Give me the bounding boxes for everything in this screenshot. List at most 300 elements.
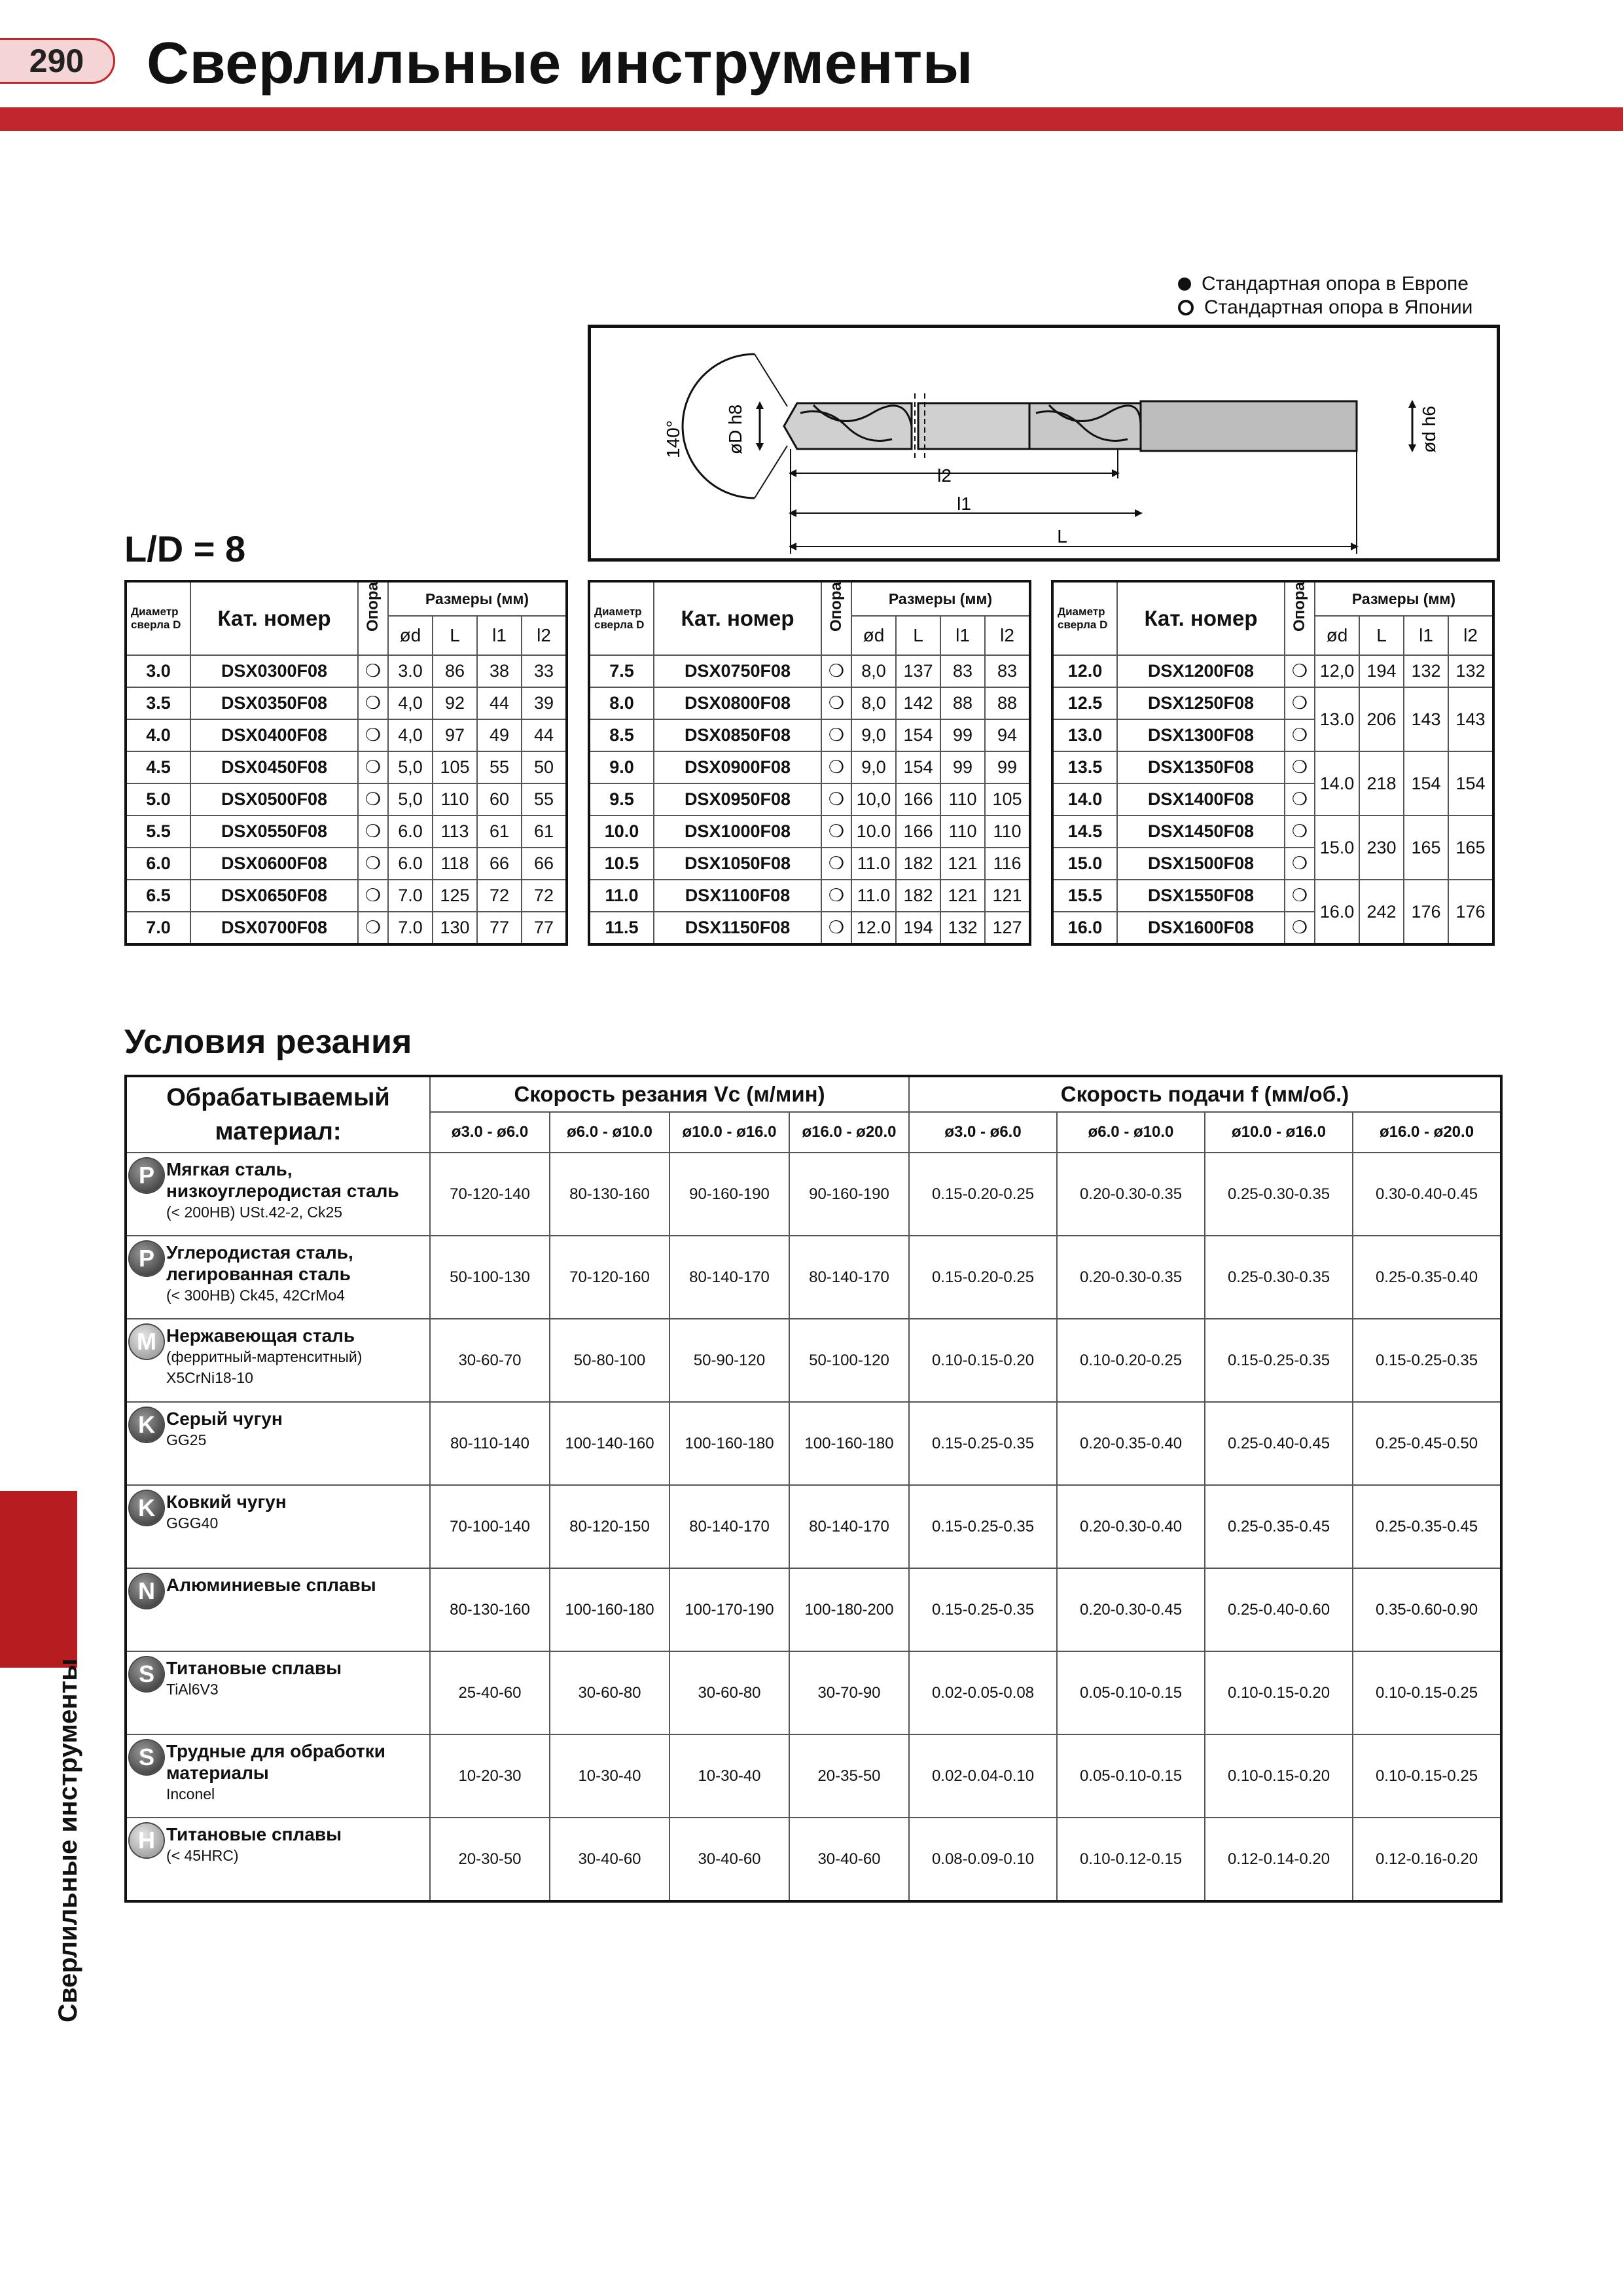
cutting-value: 10-30-40 — [669, 1734, 789, 1818]
cutting-value: 100-180-200 — [789, 1568, 909, 1651]
material-group-icon: K — [130, 1491, 164, 1525]
cutting-value: 80-110-140 — [430, 1402, 550, 1485]
material-spec: (ферритный-мартенситный) X5CrNi18-10 — [166, 1348, 363, 1386]
table-row — [126, 1734, 1501, 1818]
cutting-value: 20-35-50 — [789, 1734, 909, 1818]
cutting-value: 30-60-80 — [669, 1651, 789, 1734]
table-row — [126, 1402, 1501, 1485]
table-row — [126, 816, 567, 848]
table-row — [1052, 751, 1493, 783]
size-L: 86 — [433, 655, 477, 687]
size-d: 9,0 — [851, 719, 896, 751]
diameter-range: ø6.0 - ø10.0 — [550, 1112, 669, 1153]
cutting-value: 100-160-180 — [789, 1402, 909, 1485]
catalog-number: DSX1000F08 — [654, 816, 821, 848]
diameter: 11.5 — [589, 912, 654, 944]
size-l2: 116 — [985, 848, 1030, 880]
l2-header: l2 — [1448, 616, 1493, 655]
japan-support-icon: ❍ — [1285, 751, 1315, 783]
cutting-value: 0.20-0.30-0.35 — [1057, 1236, 1205, 1319]
material-cell — [126, 1319, 430, 1402]
size-d: 10.0 — [851, 816, 896, 848]
legend-filled: Стандартная опора в Европе — [1202, 273, 1469, 295]
japan-support-icon: ❍ — [821, 655, 851, 687]
catalog-number: DSX0950F08 — [654, 783, 821, 816]
table-row — [589, 848, 1030, 880]
cutting-value: 0.15-0.25-0.35 — [1353, 1319, 1501, 1402]
f-header: Скорость подачи f (мм/об.) — [909, 1076, 1501, 1112]
cutting-value: 50-90-120 — [669, 1319, 789, 1402]
table-row — [1052, 816, 1493, 848]
size-l2: 83 — [985, 655, 1030, 687]
catalog-number: DSX1250F08 — [1117, 687, 1285, 719]
cutting-value: 80-120-150 — [550, 1485, 669, 1568]
diameter: 16.0 — [1052, 912, 1117, 944]
dia-d-label: ød h6 — [1419, 406, 1439, 453]
size-L: 242 — [1359, 880, 1404, 944]
size-l2: 66 — [522, 848, 567, 880]
cutting-value: 100-170-190 — [669, 1568, 789, 1651]
cutting-title: Условия резания — [124, 1023, 412, 1061]
L-label: L — [1057, 526, 1067, 547]
catalog-number: DSX1400F08 — [1117, 783, 1285, 816]
catalog-number: DSX0850F08 — [654, 719, 821, 751]
cutting-value: 30-40-60 — [550, 1818, 669, 1901]
diameter: 9.5 — [589, 783, 654, 816]
cutting-value: 0.25-0.30-0.35 — [1205, 1236, 1353, 1319]
size-l2: 33 — [522, 655, 567, 687]
dia-header: Диаметр сверла D — [126, 581, 190, 655]
size-L: 182 — [896, 848, 940, 880]
table-row — [126, 1651, 1501, 1734]
table-row — [589, 783, 1030, 816]
japan-support-icon: ❍ — [358, 751, 388, 783]
table-row — [1052, 880, 1493, 912]
material-name: Ковкий чугун — [166, 1492, 287, 1512]
size-d: 16.0 — [1315, 880, 1359, 944]
material-name: Титановые сплавы — [166, 1658, 342, 1678]
japan-support-icon: ❍ — [1285, 719, 1315, 751]
l1-label: l1 — [957, 493, 971, 514]
table-row — [589, 751, 1030, 783]
cutting-value: 0.25-0.30-0.35 — [1205, 1153, 1353, 1236]
size-l2: 94 — [985, 719, 1030, 751]
size-l2: 61 — [522, 816, 567, 848]
diameter: 14.5 — [1052, 816, 1117, 848]
catalog-number: DSX1550F08 — [1117, 880, 1285, 912]
catalog-number: DSX0500F08 — [190, 783, 358, 816]
material-cell — [126, 1485, 430, 1568]
cutting-value: 20-30-50 — [430, 1818, 550, 1901]
material-cell — [126, 1818, 430, 1901]
size-L: 105 — [433, 751, 477, 783]
table-row — [126, 848, 567, 880]
size-l1: 176 — [1404, 880, 1448, 944]
cutting-value: 0.15-0.25-0.35 — [1205, 1319, 1353, 1402]
catalog-number: DSX0650F08 — [190, 880, 358, 912]
diameter-range: ø3.0 - ø6.0 — [909, 1112, 1057, 1153]
size-L: 92 — [433, 687, 477, 719]
cutting-value: 0.25-0.40-0.60 — [1205, 1568, 1353, 1651]
drill-table-2 — [588, 580, 1031, 946]
catalog-number: DSX0450F08 — [190, 751, 358, 783]
cutting-value: 50-100-130 — [430, 1236, 550, 1319]
size-l2: 127 — [985, 912, 1030, 944]
cat-header: Кат. номер — [1117, 581, 1285, 655]
catalog-number: DSX0750F08 — [654, 655, 821, 687]
size-L: 130 — [433, 912, 477, 944]
japan-support-icon: ❍ — [1285, 848, 1315, 880]
cutting-value: 0.20-0.35-0.40 — [1057, 1402, 1205, 1485]
diameter: 12.0 — [1052, 655, 1117, 687]
size-d: 6.0 — [388, 816, 433, 848]
size-l1: 132 — [940, 912, 985, 944]
size-d: 4,0 — [388, 687, 433, 719]
catalog-number: DSX1300F08 — [1117, 719, 1285, 751]
ld-title: L/D = 8 — [124, 528, 246, 569]
op-header — [1285, 581, 1315, 655]
size-d: 3.0 — [388, 655, 433, 687]
size-l2: 132 — [1448, 655, 1493, 687]
diameter: 13.5 — [1052, 751, 1117, 783]
cutting-value: 0.10-0.15-0.25 — [1353, 1651, 1501, 1734]
japan-support-icon: ❍ — [1285, 912, 1315, 944]
size-l1: 66 — [477, 848, 522, 880]
material-name: Трудные для обработки материалы — [166, 1741, 385, 1783]
cutting-value: 70-120-140 — [430, 1153, 550, 1236]
material-cell — [126, 1402, 430, 1485]
table-row — [126, 912, 567, 944]
material-group-icon: N — [130, 1574, 164, 1608]
size-l1: 83 — [940, 655, 985, 687]
japan-support-icon: ❍ — [821, 880, 851, 912]
L-header: L — [896, 616, 940, 655]
cat-header: Кат. номер — [190, 581, 358, 655]
drill-drawing — [588, 325, 1500, 562]
cutting-value: 0.10-0.15-0.25 — [1353, 1734, 1501, 1818]
table-row — [126, 751, 567, 783]
cutting-value: 50-100-120 — [789, 1319, 909, 1402]
cutting-value: 0.10-0.20-0.25 — [1057, 1319, 1205, 1402]
cutting-value: 0.30-0.40-0.45 — [1353, 1153, 1501, 1236]
material-spec: (< 45HRC) — [166, 1847, 239, 1864]
size-L: 154 — [896, 751, 940, 783]
diameter: 12.5 — [1052, 687, 1117, 719]
diameter: 9.0 — [589, 751, 654, 783]
size-l2: 176 — [1448, 880, 1493, 944]
size-l1: 72 — [477, 880, 522, 912]
size-l1: 44 — [477, 687, 522, 719]
diameter: 3.0 — [126, 655, 190, 687]
cutting-value: 30-60-80 — [550, 1651, 669, 1734]
l2-label: l2 — [937, 465, 952, 486]
table-row — [589, 655, 1030, 687]
cutting-value: 30-40-60 — [789, 1818, 909, 1901]
cutting-value: 0.10-0.12-0.15 — [1057, 1818, 1205, 1901]
drill-table-3 — [1051, 580, 1495, 946]
diameter: 10.5 — [589, 848, 654, 880]
size-l1: 143 — [1404, 687, 1448, 751]
diameter: 8.5 — [589, 719, 654, 751]
material-spec: TiAl6V3 — [166, 1681, 219, 1698]
table-row — [589, 912, 1030, 944]
japan-support-icon: ❍ — [821, 687, 851, 719]
size-l2: 50 — [522, 751, 567, 783]
size-l2: 39 — [522, 687, 567, 719]
size-L: 125 — [433, 880, 477, 912]
dia-header: Диаметр сверла D — [1052, 581, 1117, 655]
size-l2: 121 — [985, 880, 1030, 912]
cutting-value: 100-160-180 — [669, 1402, 789, 1485]
size-L: 97 — [433, 719, 477, 751]
size-l2: 154 — [1448, 751, 1493, 816]
cutting-value: 0.15-0.25-0.35 — [909, 1568, 1057, 1651]
diameter: 5.5 — [126, 816, 190, 848]
cutting-value: 70-100-140 — [430, 1485, 550, 1568]
material-cell — [126, 1153, 430, 1236]
material-name: Нержавеющая сталь — [166, 1325, 355, 1346]
table-row — [589, 880, 1030, 912]
catalog-number: DSX1100F08 — [654, 880, 821, 912]
cutting-value: 0.25-0.35-0.45 — [1205, 1485, 1353, 1568]
table-row — [589, 719, 1030, 751]
diameter-range: ø10.0 - ø16.0 — [669, 1112, 789, 1153]
table-row — [126, 1568, 1501, 1651]
L-header: L — [1359, 616, 1404, 655]
japan-support-icon: ❍ — [358, 848, 388, 880]
japan-support-icon: ❍ — [821, 912, 851, 944]
size-l2: 110 — [985, 816, 1030, 848]
diameter: 4.0 — [126, 719, 190, 751]
size-l1: 99 — [940, 751, 985, 783]
cutting-value: 30-60-70 — [430, 1319, 550, 1402]
side-tab — [0, 1491, 77, 1668]
catalog-number: DSX0350F08 — [190, 687, 358, 719]
sizes-header: Размеры (мм) — [851, 581, 1030, 616]
cutting-value: 0.10-0.15-0.20 — [1205, 1651, 1353, 1734]
japan-support-icon: ❍ — [1285, 783, 1315, 816]
material-spec: GGG40 — [166, 1515, 219, 1532]
table-row — [126, 1319, 1501, 1402]
material-spec: (< 300HB) Ck45, 42CrMo4 — [166, 1287, 345, 1304]
table-row — [126, 719, 567, 751]
op-header-label: Опора — [364, 582, 382, 632]
size-l1: 60 — [477, 783, 522, 816]
size-l2: 77 — [522, 912, 567, 944]
diameter: 14.0 — [1052, 783, 1117, 816]
table-row — [1052, 687, 1493, 719]
cutting-value: 0.15-0.25-0.35 — [909, 1402, 1057, 1485]
cutting-value: 0.08-0.09-0.10 — [909, 1818, 1057, 1901]
size-l1: 38 — [477, 655, 522, 687]
material-cell — [126, 1236, 430, 1319]
cutting-value: 90-160-190 — [789, 1153, 909, 1236]
size-d: 5,0 — [388, 751, 433, 783]
material-name: Серый чугун — [166, 1408, 283, 1429]
page-title: Сверлильные инструменты — [147, 31, 974, 96]
op-header — [358, 581, 388, 655]
diameter: 10.0 — [589, 816, 654, 848]
l2-header: l2 — [522, 616, 567, 655]
table-row — [589, 687, 1030, 719]
size-L: 230 — [1359, 816, 1404, 880]
size-d: 11.0 — [851, 848, 896, 880]
cutting-value: 0.35-0.60-0.90 — [1353, 1568, 1501, 1651]
size-l1: 110 — [940, 816, 985, 848]
japan-support-icon: ❍ — [358, 687, 388, 719]
diameter: 7.5 — [589, 655, 654, 687]
diameter: 5.0 — [126, 783, 190, 816]
cutting-value: 0.15-0.20-0.25 — [909, 1153, 1057, 1236]
material-name: Углеродистая сталь, легированная сталь — [166, 1242, 353, 1284]
cutting-value: 100-140-160 — [550, 1402, 669, 1485]
material-group-icon: M — [130, 1325, 164, 1359]
cutting-value: 0.15-0.20-0.25 — [909, 1236, 1057, 1319]
size-l1: 55 — [477, 751, 522, 783]
cutting-value: 70-120-160 — [550, 1236, 669, 1319]
drill-table-1 — [124, 580, 568, 946]
cutting-value: 0.25-0.35-0.40 — [1353, 1236, 1501, 1319]
page-number: 290 — [0, 38, 115, 84]
japan-support-icon: ❍ — [358, 655, 388, 687]
catalog-number: DSX1150F08 — [654, 912, 821, 944]
japan-support-icon: ❍ — [358, 816, 388, 848]
diameter-range: ø10.0 - ø16.0 — [1205, 1112, 1353, 1153]
material-cell — [126, 1568, 430, 1651]
size-l1: 88 — [940, 687, 985, 719]
size-l1: 110 — [940, 783, 985, 816]
table-row — [126, 1485, 1501, 1568]
size-l2: 99 — [985, 751, 1030, 783]
material-cell — [126, 1651, 430, 1734]
diameter: 3.5 — [126, 687, 190, 719]
catalog-number: DSX0800F08 — [654, 687, 821, 719]
size-l2: 105 — [985, 783, 1030, 816]
table-row — [1052, 655, 1493, 687]
cutting-value: 0.02-0.05-0.08 — [909, 1651, 1057, 1734]
size-l2: 55 — [522, 783, 567, 816]
material-cell — [126, 1734, 430, 1818]
material-group-icon: P — [130, 1158, 164, 1193]
diameter: 11.0 — [589, 880, 654, 912]
material-group-icon: K — [130, 1408, 164, 1442]
size-l2: 88 — [985, 687, 1030, 719]
size-L: 218 — [1359, 751, 1404, 816]
size-L: 206 — [1359, 687, 1404, 751]
size-L: 166 — [896, 816, 940, 848]
cutting-value: 50-80-100 — [550, 1319, 669, 1402]
material-name: Мягкая сталь, низкоуглеродистая сталь — [166, 1159, 399, 1201]
header-bar — [0, 107, 1623, 131]
diameter-range: ø3.0 - ø6.0 — [430, 1112, 550, 1153]
size-l1: 154 — [1404, 751, 1448, 816]
cutting-value: 80-140-170 — [789, 1485, 909, 1568]
size-l1: 99 — [940, 719, 985, 751]
size-L: 137 — [896, 655, 940, 687]
japan-support-icon: ❍ — [358, 880, 388, 912]
catalog-number: DSX1050F08 — [654, 848, 821, 880]
catalog-number: DSX0600F08 — [190, 848, 358, 880]
catalog-number: DSX0550F08 — [190, 816, 358, 848]
cutting-value: 0.25-0.35-0.45 — [1353, 1485, 1501, 1568]
catalog-number: DSX0400F08 — [190, 719, 358, 751]
catalog-number: DSX1500F08 — [1117, 848, 1285, 880]
table-row — [126, 783, 567, 816]
size-l1: 165 — [1404, 816, 1448, 880]
catalog-number: DSX0700F08 — [190, 912, 358, 944]
side-label: Сверлильные инструменты — [54, 1658, 82, 2022]
table-row — [126, 1818, 1501, 1901]
d-header: ød — [851, 616, 896, 655]
japan-support-icon: ❍ — [358, 719, 388, 751]
cutting-value: 0.15-0.25-0.35 — [909, 1485, 1057, 1568]
sizes-header: Размеры (мм) — [1315, 581, 1493, 616]
size-l2: 72 — [522, 880, 567, 912]
cutting-value: 90-160-190 — [669, 1153, 789, 1236]
cutting-value: 0.02-0.04-0.10 — [909, 1734, 1057, 1818]
cutting-value: 80-140-170 — [669, 1236, 789, 1319]
diameter: 7.0 — [126, 912, 190, 944]
diameter: 4.5 — [126, 751, 190, 783]
cutting-value: 0.12-0.14-0.20 — [1205, 1818, 1353, 1901]
table-row — [126, 655, 567, 687]
japan-support-icon: ❍ — [821, 751, 851, 783]
catalog-number: DSX0900F08 — [654, 751, 821, 783]
cutting-value: 100-160-180 — [550, 1568, 669, 1651]
material-spec: Inconel — [166, 1785, 215, 1803]
angle-label: 140° — [663, 420, 683, 458]
diameter: 6.0 — [126, 848, 190, 880]
cutting-value: 0.05-0.10-0.15 — [1057, 1651, 1205, 1734]
table-row — [126, 687, 567, 719]
l1-header: l1 — [1404, 616, 1448, 655]
size-L: 154 — [896, 719, 940, 751]
japan-support-icon: ❍ — [1285, 880, 1315, 912]
table-row — [126, 1153, 1501, 1236]
op-header-label: Опора — [827, 582, 845, 632]
size-d: 13.0 — [1315, 687, 1359, 751]
material-name: Алюминиевые сплавы — [166, 1575, 376, 1595]
material-header: Обрабатываемый материал: — [126, 1076, 430, 1153]
catalog-number: DSX0300F08 — [190, 655, 358, 687]
vc-header: Скорость резания Vc (м/мин) — [430, 1076, 909, 1112]
sizes-header: Размеры (мм) — [388, 581, 567, 616]
table-row — [126, 880, 567, 912]
diameter: 15.0 — [1052, 848, 1117, 880]
material-spec: GG25 — [166, 1431, 207, 1448]
cutting-value: 0.10-0.15-0.20 — [1205, 1734, 1353, 1818]
material-group-icon: S — [130, 1657, 164, 1691]
cutting-value: 0.25-0.45-0.50 — [1353, 1402, 1501, 1485]
japan-support-icon: ❍ — [821, 848, 851, 880]
japan-support-icon: ❍ — [821, 783, 851, 816]
size-d: 11.0 — [851, 880, 896, 912]
cutting-value: 80-140-170 — [789, 1236, 909, 1319]
size-d: 7.0 — [388, 912, 433, 944]
size-l1: 132 — [1404, 655, 1448, 687]
material-group-icon: H — [130, 1823, 164, 1857]
japan-support-icon: ❍ — [821, 719, 851, 751]
size-l2: 165 — [1448, 816, 1493, 880]
size-l1: 121 — [940, 880, 985, 912]
legend-open: Стандартная опора в Японии — [1204, 296, 1473, 318]
size-l1: 61 — [477, 816, 522, 848]
size-d: 4,0 — [388, 719, 433, 751]
size-d: 6.0 — [388, 848, 433, 880]
size-d: 7.0 — [388, 880, 433, 912]
size-d: 12.0 — [851, 912, 896, 944]
op-header — [821, 581, 851, 655]
